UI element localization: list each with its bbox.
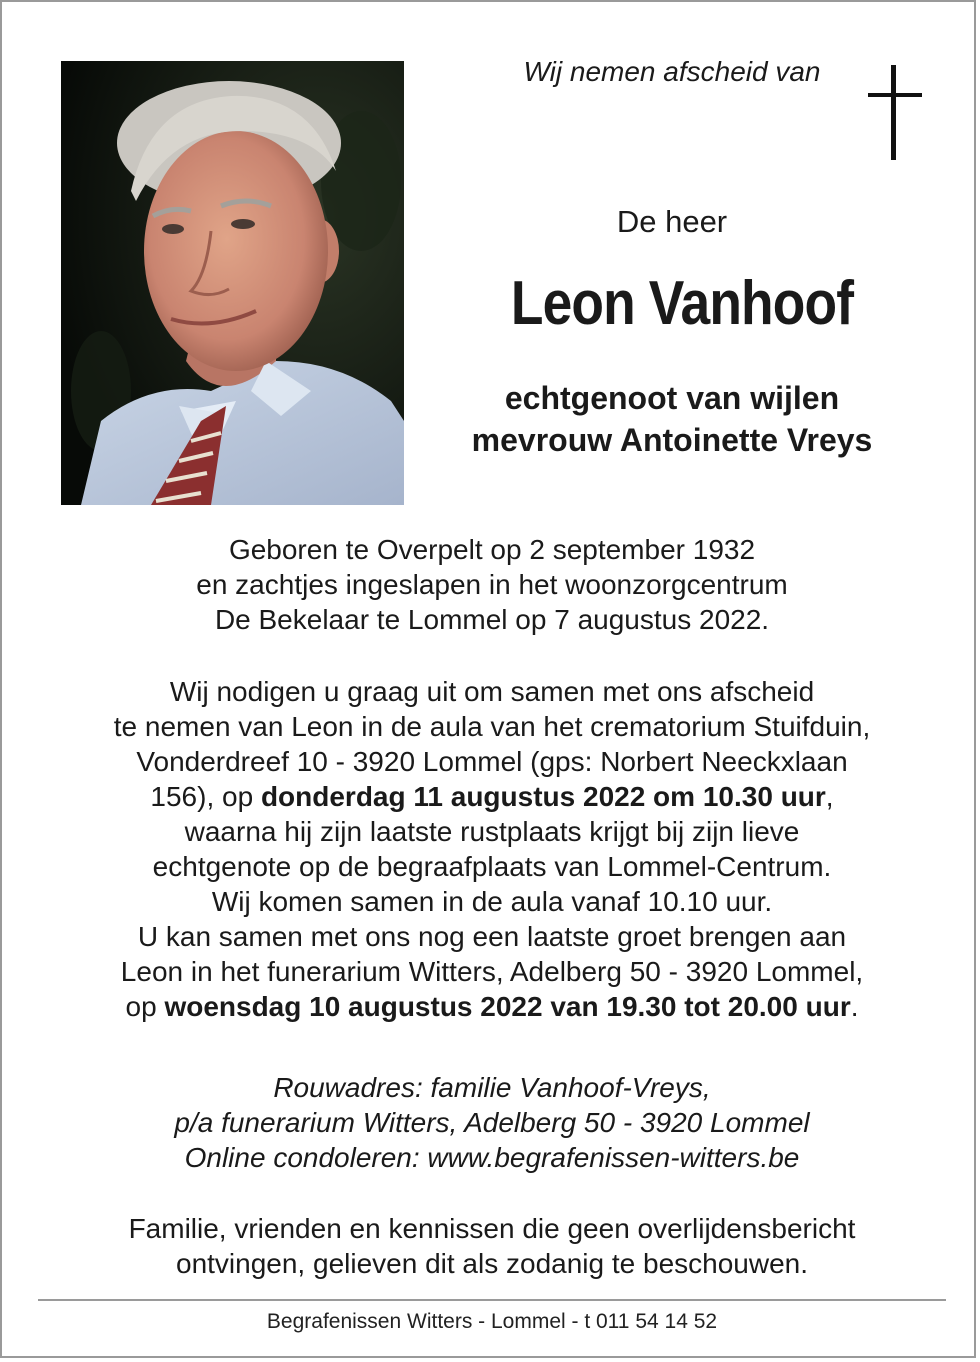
- invite-text: .: [850, 991, 859, 1022]
- invite-line: [42, 989, 942, 1024]
- invite-line: U kan samen met ons nog een laatste groet brengen aan: [137, 921, 847, 952]
- invite-text: 156), op: [150, 781, 261, 812]
- ceremony-datetime: donderdag 11 augustus 2022 om 10.30 uur: [260, 781, 826, 812]
- ceremony-invitation: [42, 674, 942, 1024]
- footer-text: Begrafenissen Witters - Lommel - t 011 54 14 52: [266, 1310, 718, 1333]
- invite-line: Wij nodigen u graag uit om samen met ons afscheid: [169, 676, 815, 707]
- birth-line: De Bekelaar te Lommel op 7 augustus 2022.: [214, 604, 770, 635]
- spouse-info: [442, 377, 902, 461]
- closing-line: Familie, vrienden en kennissen die geen overlijdensbericht: [128, 1213, 856, 1244]
- address-line: Rouwadres: familie Vanhoof-Vreys,: [273, 1072, 711, 1103]
- invite-line: [42, 779, 942, 814]
- birth-line: en zachtjes ingeslapen in het woonzorgcentrum: [196, 569, 788, 600]
- birth-line: Geboren te Overpelt op 2 september 1932: [228, 534, 756, 565]
- deceased-name: Leon Vanhoof: [510, 269, 854, 338]
- mourning-address: [42, 1070, 942, 1175]
- invite-line: waarna hij zijn laatste rustplaats krijgt bij zijn lieve: [184, 816, 800, 847]
- visitation-datetime: woensdag 10 augustus 2022 van 19.30 tot 20.00 uur: [164, 991, 851, 1022]
- intro-text: Wij nemen afscheid van: [523, 56, 821, 87]
- birth-death-info: [42, 532, 942, 637]
- invite-line: Leon in het funerarium Witters, Adelberg 50 - 3920 Lommel,: [120, 956, 864, 987]
- invite-line: Wij komen samen in de aula vanaf 10.10 uur.: [211, 886, 773, 917]
- invite-text: ,: [825, 781, 834, 812]
- closing-line: ontvingen, gelieven dit als zodanig te beschouwen.: [176, 1248, 808, 1279]
- salutation: De heer: [616, 204, 728, 239]
- invite-line: te nemen van Leon in de aula van het crematorium Stuifduin,: [113, 711, 871, 742]
- closing-note: [42, 1211, 942, 1281]
- spouse-line: mevrouw Antoinette Vreys: [471, 422, 873, 458]
- address-line: Online condoleren: www.begrafenissen-witters.be: [184, 1142, 800, 1173]
- footer-divider: [38, 1299, 946, 1301]
- invite-text: op: [125, 991, 165, 1022]
- address-line: p/a funerarium Witters, Adelberg 50 - 3920 Lommel: [174, 1107, 810, 1138]
- portrait-photo: [61, 61, 404, 505]
- invite-line: echtgenote op de begraafplaats van Lommel-Centrum.: [152, 851, 832, 882]
- spouse-line: echtgenoot van wijlen: [504, 380, 840, 416]
- invite-line: Vonderdreef 10 - 3920 Lommel (gps: Norbert Neeckxlaan: [136, 746, 848, 777]
